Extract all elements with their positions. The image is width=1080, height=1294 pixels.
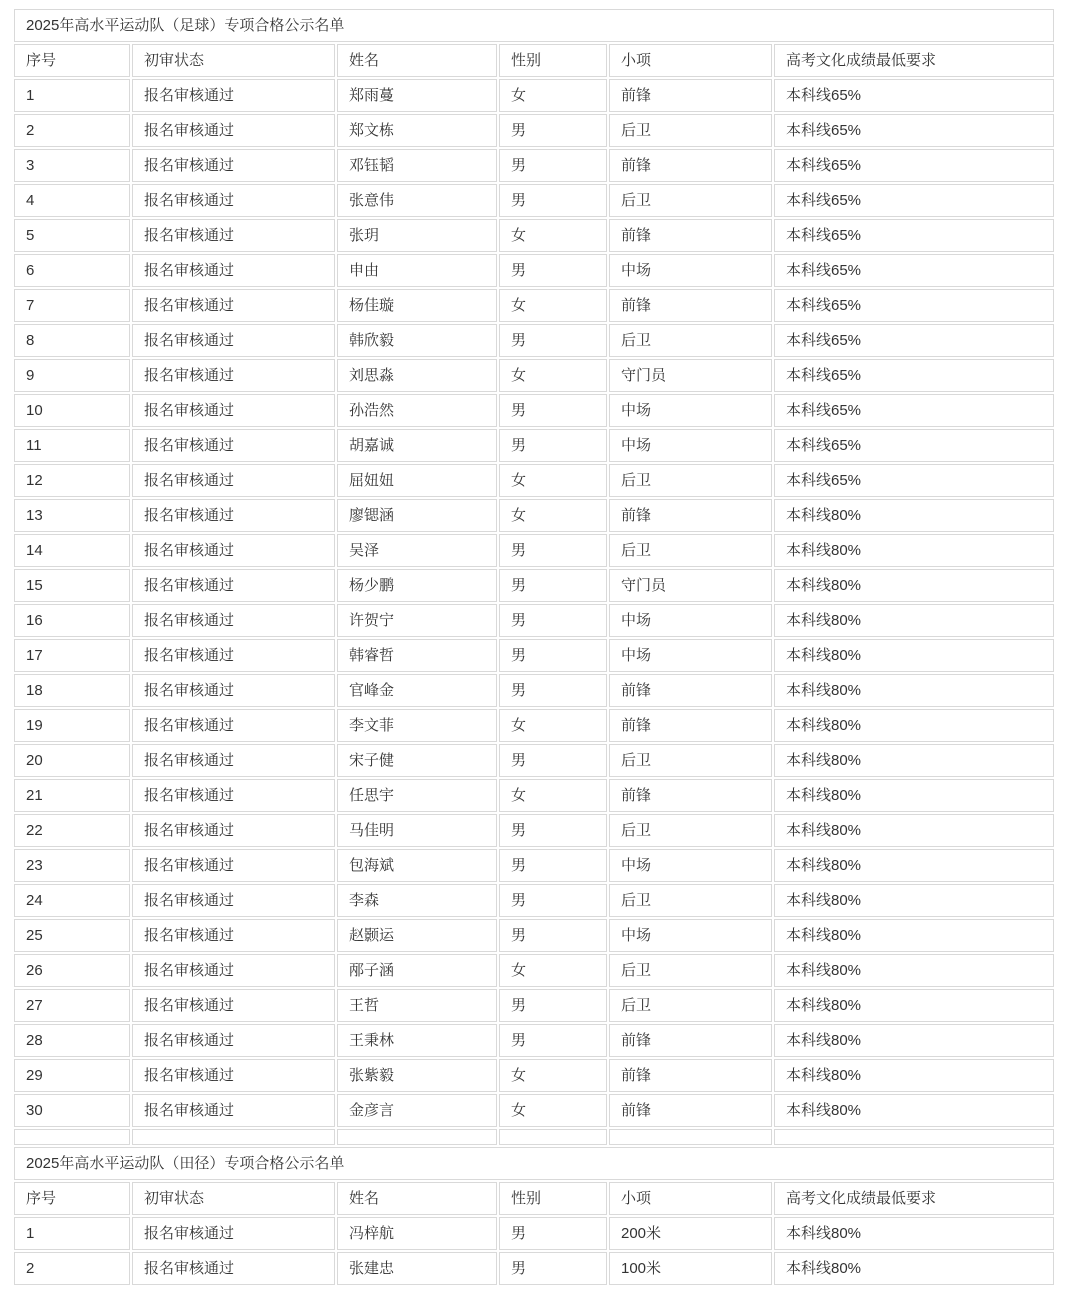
cell-score-requirement: 本科线65% (774, 184, 1054, 217)
cell-score-requirement: 本科线65% (774, 429, 1054, 462)
cell-gender: 女 (499, 499, 607, 532)
table-row (14, 814, 1054, 847)
cell-gender: 男 (499, 884, 607, 917)
cell-event: 中场 (609, 429, 772, 462)
cell-name: 冯梓航 (337, 1217, 497, 1250)
cell-review-status: 报名审核通过 (132, 884, 335, 917)
table-row (14, 674, 1054, 707)
table-row (14, 254, 1054, 287)
cell-event: 后卫 (609, 884, 772, 917)
cell-review-status: 报名审核通过 (132, 1094, 335, 1127)
cell-review-status: 报名审核通过 (132, 499, 335, 532)
column-header-score-requirement: 高考文化成绩最低要求 (774, 44, 1054, 77)
cell-row-no: 12 (14, 464, 130, 497)
cell-row-no: 9 (14, 359, 130, 392)
cell-score-requirement: 本科线80% (774, 1217, 1054, 1250)
cell-event: 前锋 (609, 289, 772, 322)
cell-review-status: 报名审核通过 (132, 1252, 335, 1285)
cell-gender: 女 (499, 359, 607, 392)
cell-name: 杨佳璇 (337, 289, 497, 322)
cell-name: 韩欣毅 (337, 324, 497, 357)
cell-name: 申由 (337, 254, 497, 287)
table-row (14, 884, 1054, 917)
cell-review-status: 报名审核通过 (132, 1059, 335, 1092)
table-row (14, 219, 1054, 252)
cell-gender: 男 (499, 429, 607, 462)
cell-row-no: 17 (14, 639, 130, 672)
cell-score-requirement: 本科线80% (774, 569, 1054, 602)
cell-row-no: 3 (14, 149, 130, 182)
cell-gender: 女 (499, 1094, 607, 1127)
table-row (14, 569, 1054, 602)
cell-score-requirement: 本科线80% (774, 639, 1054, 672)
cell-row-no: 10 (14, 394, 130, 427)
section-title: 2025年高水平运动队（足球）专项合格公示名单 (14, 9, 1054, 42)
cell-event: 前锋 (609, 219, 772, 252)
cell-name: 郑文栋 (337, 114, 497, 147)
cell-row-no: 25 (14, 919, 130, 952)
cell-name: 马佳明 (337, 814, 497, 847)
table-row (14, 604, 1054, 637)
cell-row-no: 23 (14, 849, 130, 882)
cell-score-requirement: 本科线80% (774, 744, 1054, 777)
cell-review-status: 报名审核通过 (132, 569, 335, 602)
table-row (14, 114, 1054, 147)
spacer-cell (337, 1129, 497, 1145)
column-header-name: 姓名 (337, 1182, 497, 1215)
cell-event: 后卫 (609, 814, 772, 847)
cell-name: 刘思淼 (337, 359, 497, 392)
spacer-cell (132, 1129, 335, 1145)
cell-gender: 男 (499, 814, 607, 847)
cell-event: 前锋 (609, 1059, 772, 1092)
cell-row-no: 8 (14, 324, 130, 357)
cell-score-requirement: 本科线80% (774, 814, 1054, 847)
cell-gender: 男 (499, 989, 607, 1022)
cell-name: 邓钰韬 (337, 149, 497, 182)
cell-score-requirement: 本科线80% (774, 1059, 1054, 1092)
table-row (14, 79, 1054, 112)
cell-name: 张玥 (337, 219, 497, 252)
table-row (14, 1024, 1054, 1057)
cell-score-requirement: 本科线80% (774, 954, 1054, 987)
cell-score-requirement: 本科线65% (774, 79, 1054, 112)
cell-event: 中场 (609, 849, 772, 882)
cell-name: 廖锶涵 (337, 499, 497, 532)
cell-gender: 女 (499, 289, 607, 322)
cell-event: 100米 (609, 1252, 772, 1285)
cell-score-requirement: 本科线80% (774, 1024, 1054, 1057)
cell-gender: 女 (499, 954, 607, 987)
cell-name: 王哲 (337, 989, 497, 1022)
cell-score-requirement: 本科线80% (774, 1252, 1054, 1285)
cell-review-status: 报名审核通过 (132, 814, 335, 847)
cell-review-status: 报名审核通过 (132, 989, 335, 1022)
column-header-row (14, 44, 1054, 77)
cell-name: 邴子涵 (337, 954, 497, 987)
cell-name: 韩睿哲 (337, 639, 497, 672)
cell-event: 后卫 (609, 114, 772, 147)
cell-gender: 女 (499, 709, 607, 742)
cell-review-status: 报名审核通过 (132, 359, 335, 392)
cell-score-requirement: 本科线80% (774, 919, 1054, 952)
cell-name: 宋子健 (337, 744, 497, 777)
table-row (14, 779, 1054, 812)
cell-name: 张意伟 (337, 184, 497, 217)
column-header-name: 姓名 (337, 44, 497, 77)
cell-name: 赵颢运 (337, 919, 497, 952)
cell-event: 前锋 (609, 779, 772, 812)
cell-event: 前锋 (609, 79, 772, 112)
cell-event: 前锋 (609, 149, 772, 182)
column-header-event: 小项 (609, 1182, 772, 1215)
cell-event: 后卫 (609, 464, 772, 497)
cell-score-requirement: 本科线65% (774, 324, 1054, 357)
cell-gender: 女 (499, 219, 607, 252)
cell-review-status: 报名审核通过 (132, 394, 335, 427)
table-row (14, 499, 1054, 532)
table-row (14, 324, 1054, 357)
cell-row-no: 29 (14, 1059, 130, 1092)
cell-event: 前锋 (609, 674, 772, 707)
table-row (14, 394, 1054, 427)
table-row (14, 1094, 1054, 1127)
cell-review-status: 报名审核通过 (132, 604, 335, 637)
cell-row-no: 2 (14, 114, 130, 147)
cell-review-status: 报名审核通过 (132, 219, 335, 252)
cell-gender: 女 (499, 79, 607, 112)
table-row (14, 639, 1054, 672)
column-header-review-status: 初审状态 (132, 44, 335, 77)
table-row (14, 464, 1054, 497)
announcement-page (12, 7, 1056, 1287)
table-row (14, 359, 1054, 392)
table-row (14, 1252, 1054, 1285)
cell-row-no: 18 (14, 674, 130, 707)
cell-review-status: 报名审核通过 (132, 184, 335, 217)
cell-score-requirement: 本科线65% (774, 464, 1054, 497)
cell-score-requirement: 本科线80% (774, 709, 1054, 742)
cell-review-status: 报名审核通过 (132, 114, 335, 147)
cell-row-no: 24 (14, 884, 130, 917)
cell-score-requirement: 本科线65% (774, 114, 1054, 147)
column-header-row-no: 序号 (14, 1182, 130, 1215)
cell-row-no: 1 (14, 1217, 130, 1250)
column-header-row (14, 1182, 1054, 1215)
cell-review-status: 报名审核通过 (132, 639, 335, 672)
cell-gender: 男 (499, 534, 607, 567)
table-row (14, 534, 1054, 567)
cell-review-status: 报名审核通过 (132, 429, 335, 462)
cell-row-no: 30 (14, 1094, 130, 1127)
cell-event: 200米 (609, 1217, 772, 1250)
cell-gender: 男 (499, 254, 607, 287)
cell-score-requirement: 本科线65% (774, 289, 1054, 322)
cell-score-requirement: 本科线65% (774, 359, 1054, 392)
section-title: 2025年高水平运动队（田径）专项合格公示名单 (14, 1147, 1054, 1180)
column-header-gender: 性别 (499, 1182, 607, 1215)
cell-review-status: 报名审核通过 (132, 674, 335, 707)
cell-review-status: 报名审核通过 (132, 744, 335, 777)
qualification-table (12, 7, 1056, 1287)
cell-gender: 男 (499, 604, 607, 637)
cell-review-status: 报名审核通过 (132, 254, 335, 287)
cell-gender: 女 (499, 1059, 607, 1092)
table-row (14, 849, 1054, 882)
cell-score-requirement: 本科线80% (774, 499, 1054, 532)
cell-review-status: 报名审核通过 (132, 919, 335, 952)
cell-score-requirement: 本科线65% (774, 254, 1054, 287)
table-row (14, 149, 1054, 182)
cell-gender: 男 (499, 849, 607, 882)
cell-gender: 男 (499, 639, 607, 672)
cell-row-no: 19 (14, 709, 130, 742)
cell-event: 中场 (609, 919, 772, 952)
cell-gender: 男 (499, 394, 607, 427)
cell-event: 后卫 (609, 184, 772, 217)
column-header-event: 小项 (609, 44, 772, 77)
cell-gender: 男 (499, 1217, 607, 1250)
cell-event: 后卫 (609, 744, 772, 777)
cell-review-status: 报名审核通过 (132, 954, 335, 987)
cell-score-requirement: 本科线80% (774, 779, 1054, 812)
cell-name: 许贺宁 (337, 604, 497, 637)
cell-row-no: 2 (14, 1252, 130, 1285)
cell-name: 郑雨蔓 (337, 79, 497, 112)
cell-row-no: 22 (14, 814, 130, 847)
spacer-cell (609, 1129, 772, 1145)
cell-review-status: 报名审核通过 (132, 79, 335, 112)
cell-row-no: 28 (14, 1024, 130, 1057)
cell-name: 李文菲 (337, 709, 497, 742)
table-row (14, 289, 1054, 322)
cell-row-no: 16 (14, 604, 130, 637)
cell-event: 前锋 (609, 1024, 772, 1057)
cell-score-requirement: 本科线65% (774, 149, 1054, 182)
cell-gender: 男 (499, 1024, 607, 1057)
cell-name: 孙浩然 (337, 394, 497, 427)
cell-gender: 男 (499, 674, 607, 707)
cell-event: 中场 (609, 604, 772, 637)
cell-row-no: 14 (14, 534, 130, 567)
cell-gender: 男 (499, 184, 607, 217)
cell-name: 金彦言 (337, 1094, 497, 1127)
cell-row-no: 20 (14, 744, 130, 777)
cell-row-no: 11 (14, 429, 130, 462)
cell-event: 前锋 (609, 709, 772, 742)
table-row (14, 709, 1054, 742)
table-row (14, 954, 1054, 987)
cell-review-status: 报名审核通过 (132, 534, 335, 567)
cell-row-no: 7 (14, 289, 130, 322)
cell-event: 中场 (609, 639, 772, 672)
cell-name: 任思宇 (337, 779, 497, 812)
cell-event: 后卫 (609, 534, 772, 567)
cell-review-status: 报名审核通过 (132, 289, 335, 322)
cell-name: 包海斌 (337, 849, 497, 882)
cell-row-no: 5 (14, 219, 130, 252)
cell-gender: 女 (499, 464, 607, 497)
cell-gender: 女 (499, 779, 607, 812)
spacer-cell (14, 1129, 130, 1145)
cell-score-requirement: 本科线80% (774, 849, 1054, 882)
cell-gender: 男 (499, 1252, 607, 1285)
cell-row-no: 13 (14, 499, 130, 532)
column-header-row-no: 序号 (14, 44, 130, 77)
cell-review-status: 报名审核通过 (132, 1217, 335, 1250)
cell-score-requirement: 本科线65% (774, 394, 1054, 427)
cell-score-requirement: 本科线80% (774, 1094, 1054, 1127)
cell-review-status: 报名审核通过 (132, 464, 335, 497)
cell-name: 李森 (337, 884, 497, 917)
table-row (14, 1217, 1054, 1250)
cell-gender: 男 (499, 114, 607, 147)
cell-name: 杨少鹏 (337, 569, 497, 602)
table-row (14, 744, 1054, 777)
cell-event: 前锋 (609, 499, 772, 532)
cell-name: 张紫毅 (337, 1059, 497, 1092)
cell-event: 后卫 (609, 954, 772, 987)
section-spacer-row (14, 1129, 1054, 1145)
cell-row-no: 4 (14, 184, 130, 217)
cell-gender: 男 (499, 919, 607, 952)
cell-row-no: 1 (14, 79, 130, 112)
cell-name: 屈妞妞 (337, 464, 497, 497)
cell-name: 胡嘉诚 (337, 429, 497, 462)
cell-gender: 男 (499, 569, 607, 602)
cell-score-requirement: 本科线80% (774, 534, 1054, 567)
cell-review-status: 报名审核通过 (132, 779, 335, 812)
cell-score-requirement: 本科线80% (774, 674, 1054, 707)
cell-score-requirement: 本科线80% (774, 604, 1054, 637)
cell-name: 吴泽 (337, 534, 497, 567)
qualification-table-body (14, 9, 1054, 1285)
cell-row-no: 27 (14, 989, 130, 1022)
table-row (14, 919, 1054, 952)
cell-gender: 男 (499, 324, 607, 357)
cell-event: 前锋 (609, 1094, 772, 1127)
cell-name: 张建忠 (337, 1252, 497, 1285)
section-title-row (14, 1147, 1054, 1180)
cell-event: 后卫 (609, 989, 772, 1022)
cell-score-requirement: 本科线80% (774, 884, 1054, 917)
cell-score-requirement: 本科线80% (774, 989, 1054, 1022)
table-row (14, 1059, 1054, 1092)
cell-event: 后卫 (609, 324, 772, 357)
spacer-cell (774, 1129, 1054, 1145)
section-title-row (14, 9, 1054, 42)
cell-row-no: 26 (14, 954, 130, 987)
cell-row-no: 21 (14, 779, 130, 812)
cell-row-no: 15 (14, 569, 130, 602)
cell-name: 王秉林 (337, 1024, 497, 1057)
cell-event: 中场 (609, 394, 772, 427)
cell-review-status: 报名审核通过 (132, 849, 335, 882)
cell-name: 官峰金 (337, 674, 497, 707)
cell-event: 守门员 (609, 569, 772, 602)
column-header-gender: 性别 (499, 44, 607, 77)
cell-event: 守门员 (609, 359, 772, 392)
column-header-score-requirement: 高考文化成绩最低要求 (774, 1182, 1054, 1215)
column-header-review-status: 初审状态 (132, 1182, 335, 1215)
cell-review-status: 报名审核通过 (132, 1024, 335, 1057)
cell-row-no: 6 (14, 254, 130, 287)
spacer-cell (499, 1129, 607, 1145)
table-row (14, 184, 1054, 217)
cell-gender: 男 (499, 149, 607, 182)
cell-review-status: 报名审核通过 (132, 709, 335, 742)
cell-event: 中场 (609, 254, 772, 287)
table-row (14, 989, 1054, 1022)
table-row (14, 429, 1054, 462)
cell-review-status: 报名审核通过 (132, 149, 335, 182)
cell-review-status: 报名审核通过 (132, 324, 335, 357)
cell-score-requirement: 本科线65% (774, 219, 1054, 252)
cell-gender: 男 (499, 744, 607, 777)
